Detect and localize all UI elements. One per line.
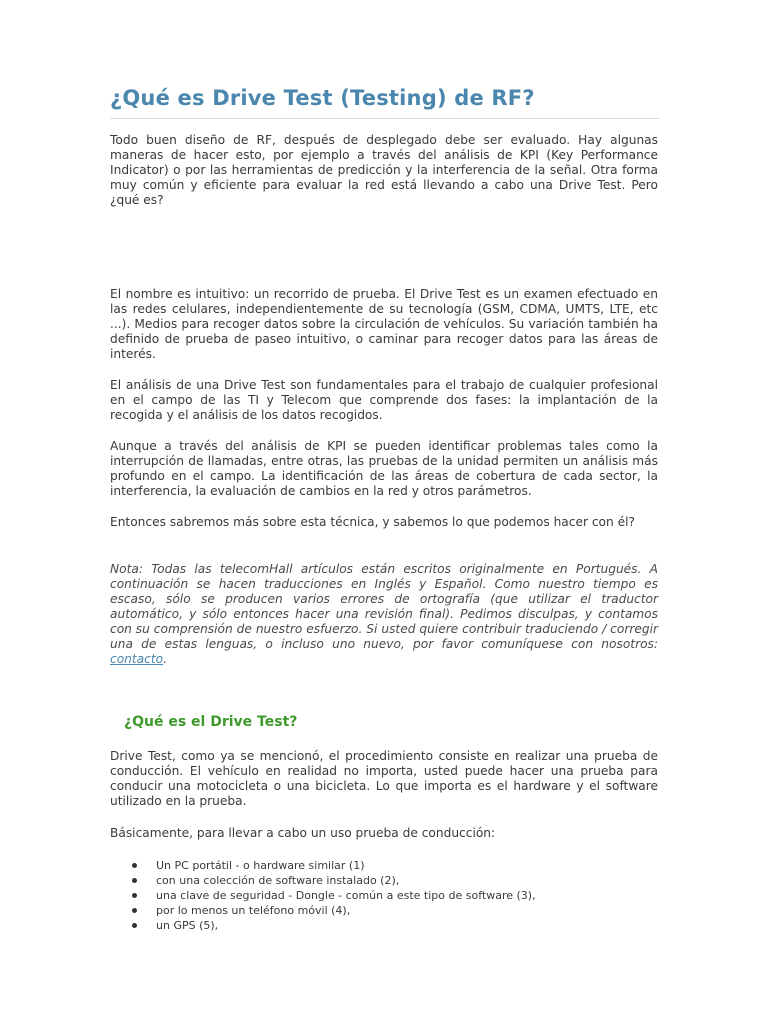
paragraph-kpi: Aunque a través del análisis de KPI se pueden identificar problemas tales como la interrupción de llamadas, entre otras, las pruebas de la unidad permiten un análisis más profundo en el campo. La identificación de las áreas de cobertura de cada sector, la interferencia, la evaluación de cambios en la red y otros parámetros. xyxy=(110,439,658,498)
list-item-text: un GPS (5), xyxy=(156,919,219,932)
section-heading: ¿Qué es el Drive Test? xyxy=(124,714,298,730)
list-item xyxy=(130,918,650,933)
list-item-text: por lo menos un teléfono móvil (4), xyxy=(156,904,351,917)
paragraph-basics: Básicamente, para llevar a cabo un uso prueba de conducción: xyxy=(110,826,496,840)
list-item xyxy=(130,873,650,888)
list-item-text: con una colección de software instalado (2), xyxy=(156,874,400,887)
paragraph-conclusion: Entonces sabremos más sobre esta técnica, y sabemos lo que podemos hacer con él? xyxy=(110,515,635,529)
translation-note xyxy=(110,562,658,667)
paragraph-name-intuitive: El nombre es intuitivo: un recorrido de prueba. El Drive Test es un examen efectuado en las redes celulares, independientemente de su tecnología (GSM, CDMA, UMTS, LTE, etc ...). Medios para recoger datos sobre la circulación de vehículos. Su variación también ha definido de prueba de paseo intuitivo, o caminar para recoger datos para las áreas de interés. xyxy=(110,287,658,361)
equipment-list xyxy=(130,858,650,933)
list-item-text: Un PC portátil - o hardware similar (1) xyxy=(156,859,365,872)
paragraph-drive-test-definition: Drive Test, como ya se mencionó, el procedimiento consiste en realizar una prueba de conducción. El vehículo en realidad no importa, usted puede hacer una prueba para conducir una motocicleta o una bicicleta. Lo que importa es el hardware y el software utilizado en la prueba. xyxy=(110,749,658,808)
list-item-text: una clave de seguridad - Dongle - común a este tipo de software (3), xyxy=(156,889,536,902)
bullet-icon xyxy=(132,893,137,898)
page-title: ¿Qué es Drive Test (Testing) de RF? xyxy=(110,86,660,119)
note-end: . xyxy=(163,652,167,666)
note-text: Nota: Todas las telecomHall artículos están escritos originalmente en Portugués. A continuación se hacen traducciones en Inglés y Español. Como nuestro tiempo es escaso, sólo se producen varios errores de ortografía (que utilizar el traductor automático, y sólo entonces hacer una revisión final). Pedimos disculpas, y contamos con su comprensión de nuestro esfuerzo. Si usted quiere contribuir traduciendo / corregir una de estas lenguas, o incluso uno nuevo, por favor comuníquese con nosotros: xyxy=(110,562,658,651)
bullet-icon xyxy=(132,863,137,868)
contact-link[interactable]: contacto xyxy=(110,652,164,666)
paragraph-analysis: El análisis de una Drive Test son fundamentales para el trabajo de cualquier profesional en el campo de las TI y Telecom que comprende dos fases: la implantación de la recogida y el análisis de los datos recogidos. xyxy=(110,378,658,422)
list-item xyxy=(130,903,650,918)
intro-paragraph: Todo buen diseño de RF, después de desplegado debe ser evaluado. Hay algunas maneras de hacer esto, por ejemplo a través del análisis de KPI (Key Performance Indicator) o por las herramientas de predicción y la interferencia de la señal. Otra forma muy común y eficiente para evaluar la red está llevando a cabo una Drive Test. Pero ¿qué es? xyxy=(110,133,658,207)
bullet-icon xyxy=(132,908,137,913)
bullet-icon xyxy=(132,923,137,928)
list-item xyxy=(130,858,650,873)
bullet-icon xyxy=(132,878,137,883)
list-item xyxy=(130,888,650,903)
